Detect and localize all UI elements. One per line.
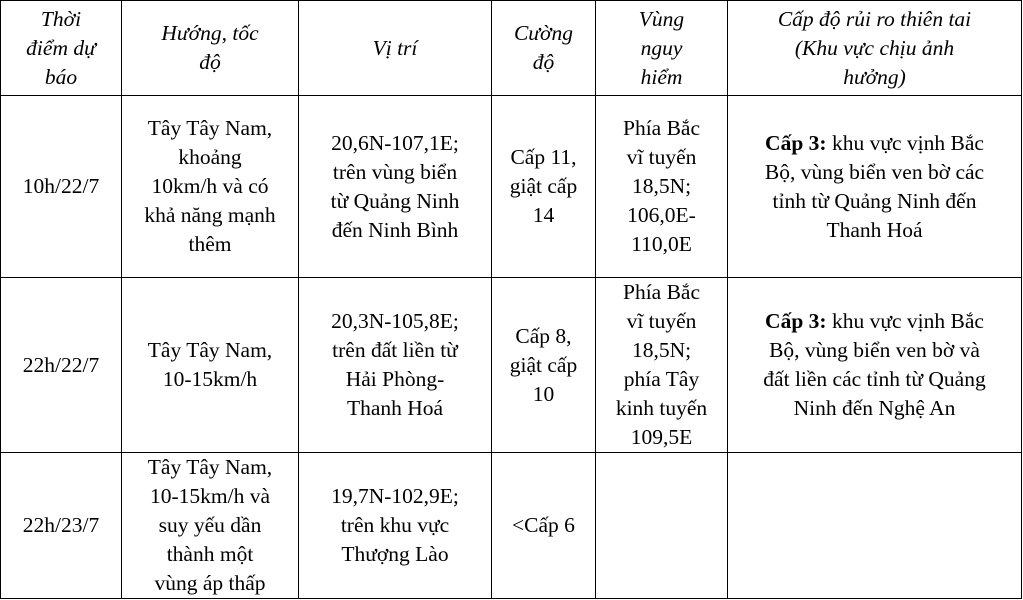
cell-time: 10h/22/7 (1, 96, 122, 278)
cell-position: 20,3N-105,8E; trên đất liền từ Hải Phòng- Thanh Hoá (299, 278, 492, 453)
cell-danger-zone: Phía Bắc vĩ tuyến 18,5N; phía Tây kinh tuyến 109,5E (596, 278, 728, 453)
header-risk-level: Cấp độ rủi ro thiên tai (Khu vực chịu ảnh hưởng) (728, 1, 1022, 96)
header-forecast-time: Thời điểm dự báo (1, 1, 122, 96)
risk-level-label: Cấp 3: (765, 309, 827, 333)
cell-risk-level: Cấp 3: khu vực vịnh Bắc Bộ, vùng biển ven bờ và đất liền các tỉnh từ Quảng Ninh đến Nghệ An (728, 278, 1022, 453)
cell-risk-level: Cấp 3: khu vực vịnh Bắc Bộ, vùng biển ven bờ các tỉnh từ Quảng Ninh đến Thanh Hoá (728, 96, 1022, 278)
cell-direction: Tây Tây Nam, khoảng 10km/h và có khả năng mạnh thêm (122, 96, 299, 278)
cell-position: 19,7N-102,9E; trên khu vực Thượng Lào (299, 453, 492, 599)
header-direction-speed: Hướng, tốc độ (122, 1, 299, 96)
header-position: Vị trí (299, 1, 492, 96)
header-row (1, 1, 1022, 96)
cell-position: 20,6N-107,1E; trên vùng biển từ Quảng Ninh đến Ninh Bình (299, 96, 492, 278)
cell-intensity: Cấp 8, giật cấp 10 (492, 278, 596, 453)
table-row (1, 278, 1022, 453)
risk-level-label: Cấp 3: (765, 130, 827, 155)
cell-time: 22h/23/7 (1, 453, 122, 599)
cell-danger-zone (596, 453, 728, 599)
header-intensity: Cường độ (492, 1, 596, 96)
cell-direction: Tây Tây Nam, 10-15km/h (122, 278, 299, 453)
header-danger-zone: Vùng nguy hiểm (596, 1, 728, 96)
table-row (1, 96, 1022, 278)
cell-risk-level (728, 453, 1022, 599)
cell-danger-zone: Phía Bắc vĩ tuyến 18,5N; 106,0E- 110,0E (596, 96, 728, 278)
cell-intensity: <Cấp 6 (492, 453, 596, 599)
table-row (1, 453, 1022, 599)
cell-direction: Tây Tây Nam, 10-15km/h và suy yếu dần thành một vùng áp thấp (122, 453, 299, 599)
cell-intensity: Cấp 11, giật cấp 14 (492, 96, 596, 278)
cell-time: 22h/22/7 (1, 278, 122, 453)
